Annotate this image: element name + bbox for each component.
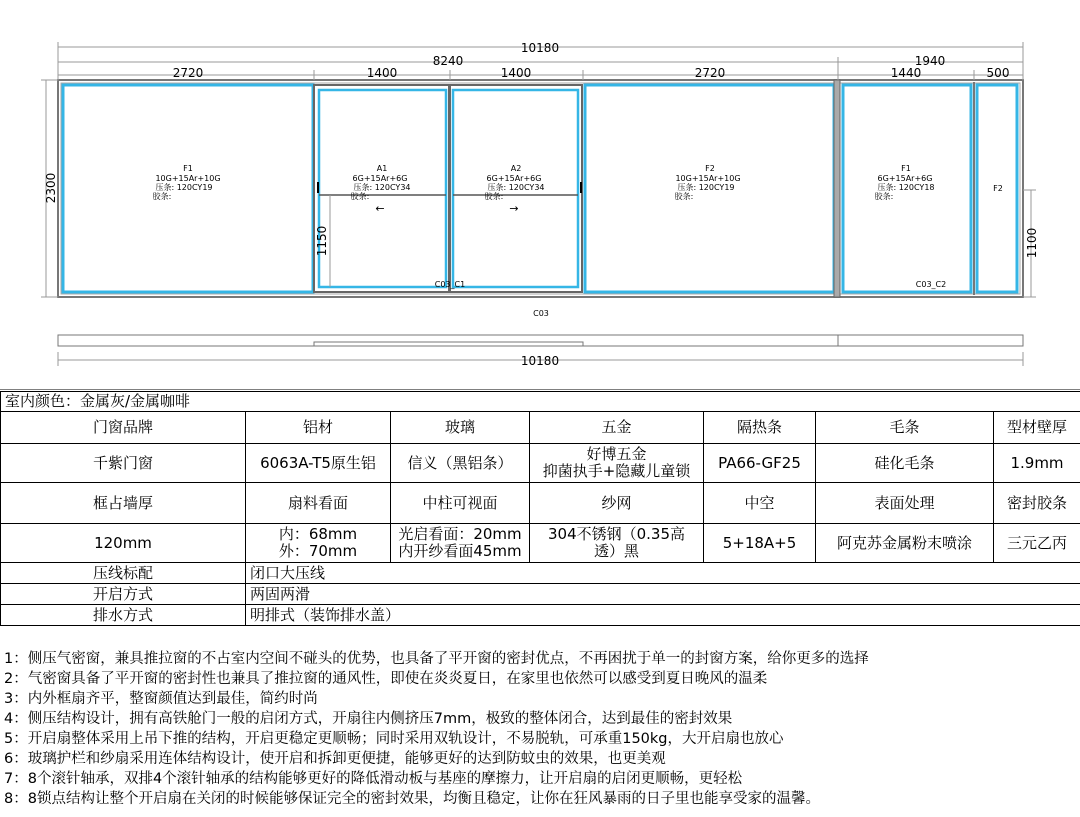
value-wall-thickness: 1.9mm (994, 444, 1080, 483)
pane-a2-arrow: → (509, 202, 519, 215)
pane-f1b-name: F1 (901, 164, 911, 173)
dim-overall-top: 10180 (520, 41, 560, 55)
pane-f1-glass-spec: 10G+15Ar+10G (155, 174, 221, 183)
value-aluminum: 6063A-T5原生铝 (246, 444, 391, 483)
header-row-1 (1, 412, 1080, 444)
dim-height-a: 1150 (315, 225, 329, 257)
header-aluminum: 铝材 (246, 412, 391, 444)
value-hollow: 5+18A+5 (704, 524, 816, 563)
header-glass: 玻璃 (391, 412, 530, 444)
pane-f1-gasket: 胶条: (152, 192, 172, 201)
pane-f1b-gasket: 胶条: (874, 192, 894, 201)
note-item: 3：内外框扇齐平，整窗颜值达到最佳，简约时尚 (4, 691, 318, 707)
value-drainage: 明排式（装饰排水盖） (246, 605, 1080, 626)
value-hardware-line1: 好博五金 (586, 445, 647, 463)
pane-f2-bead: 压条: 120CY19 (677, 183, 735, 192)
dim-seg-3: 1400 (500, 66, 532, 80)
plan-view-sliding (314, 342, 583, 346)
dim-seg-6: 500 (986, 66, 1010, 80)
note-item: 8：8锁点结构让整个开启扇在关闭的时候能够保证完全的密封效果，均衡且稳定，让你在狂风暴雨的日子里也能享受家的温馨。 (4, 791, 820, 807)
pane-f2-name: F2 (705, 164, 715, 173)
header-surface: 表面处理 (816, 483, 994, 524)
value-brush-strip: 硅化毛条 (816, 444, 994, 483)
header-wall-thickness: 型材壁厚 (994, 412, 1080, 444)
header-frame-depth: 框占墙厚 (1, 483, 246, 524)
mullion-main (834, 80, 840, 297)
note-item: 7：8个滚针轴承，双排4个滚针轴承的结构能够更好的降低滑动板与基座的摩擦力，让开启扇的启闭更顺畅，更轻松 (4, 771, 743, 787)
extra-row-3 (1, 605, 1080, 626)
dim-overall-bottom: 10180 (520, 354, 560, 368)
pane-a1-bead: 压条: 120CY34 (353, 183, 411, 192)
value-hardware (530, 444, 704, 483)
value-brand: 千紫门窗 (1, 444, 246, 483)
dim-group-left: 8240 (432, 54, 464, 68)
note-item: 4：侧压结构设计，拥有高铁舱门一般的启闭方式，开扇往内侧挤压7mm，极致的整体闭合，达到最佳的密封效果 (4, 711, 733, 727)
note-item: 2：气密窗具备了平开窗的密封性也兼具了推拉窗的通风性，即使在炎炎夏日，在家里也依然可以感受到夏日晚风的温柔 (4, 671, 768, 687)
feature-notes (0, 649, 1080, 809)
header-seal: 密封胶条 (994, 483, 1080, 524)
value-seal: 三元乙丙 (994, 524, 1080, 563)
indoor-color: 室内颜色：金属灰/金属咖啡 (1, 392, 1080, 412)
extra-row-2 (1, 584, 1080, 605)
note-item: 1：侧压气密窗，兼具推拉窗的不占室内空间不碰头的优势，也具备了平开窗的密封优点，不再困扰于单一的封窗方案，给你更多的选择 (4, 651, 869, 667)
dim-seg-5: 1440 (890, 66, 922, 80)
header-mullion-face: 中柱可视面 (391, 483, 530, 524)
pane-a1-arrow: ← (375, 202, 385, 215)
pane-a1-glass-spec: 6G+15Ar+6G (352, 174, 408, 183)
pane-f1b-glass-spec: 6G+15Ar+6G (877, 174, 933, 183)
value-frame-depth: 120mm (1, 524, 246, 563)
plan-view-bar (58, 335, 1023, 346)
value-sash-face-outer: 外：70mm (278, 542, 358, 560)
label-drainage: 排水方式 (1, 605, 246, 626)
pane-f1-bead: 压条: 120CY19 (155, 183, 213, 192)
value-row-2 (1, 524, 1080, 563)
spec-table (0, 391, 1080, 626)
pane-a1-name: A1 (376, 164, 388, 173)
dim-height-right: 1100 (1025, 227, 1039, 259)
code-main: C03 (533, 309, 549, 318)
pane-f1b-bead: 压条: 120CY18 (877, 183, 935, 192)
label-opening: 开启方式 (1, 584, 246, 605)
header-thermal-strip: 隔热条 (704, 412, 816, 444)
dim-group-right: 1940 (914, 54, 946, 68)
pane-f2-gasket: 胶条: (674, 192, 694, 201)
value-row-1 (1, 444, 1080, 483)
pane-f1-name: F1 (183, 164, 193, 173)
value-surface: 阿克苏金属粉末喷涂 (816, 524, 994, 563)
header-hollow: 中空 (704, 483, 816, 524)
pane-a1-gasket: 胶条: (350, 192, 370, 201)
header-sash-face: 扇料看面 (246, 483, 391, 524)
dim-seg-1: 2720 (172, 66, 204, 80)
value-bead: 闭口大压线 (246, 563, 1080, 584)
header-row-2 (1, 483, 1080, 524)
label-bead: 压线标配 (1, 563, 246, 584)
dim-seg-2: 1400 (366, 66, 398, 80)
value-sash-face (246, 524, 391, 563)
code-c1: C03_C1 (434, 280, 466, 289)
extra-row-1 (1, 563, 1080, 584)
value-screen (530, 524, 704, 563)
header-brand: 门窗品牌 (1, 412, 246, 444)
pane-a2-bead: 压条: 120CY34 (487, 183, 545, 192)
header-brush-strip: 毛条 (816, 412, 994, 444)
value-hardware-line2: 抑菌执手+隐藏儿童锁 (542, 462, 691, 480)
header-screen: 纱网 (530, 483, 704, 524)
value-glass: 信义（黑铝条） (391, 444, 530, 483)
value-mullion-face (391, 524, 530, 563)
note-item: 5：开启扇整体采用上吊下推的结构，开启更稳定更顺畅；同时采用双轨设计，不易脱轨，可承重150kg，大开启扇也放心 (4, 731, 784, 747)
pane-a2-glass-spec: 6G+15Ar+6G (486, 174, 542, 183)
code-c2: C03_C2 (915, 280, 947, 289)
value-opening: 两固两滑 (246, 584, 1080, 605)
dim-height-left: 2300 (44, 172, 58, 204)
pane-a2-name: A2 (510, 164, 522, 173)
value-mullion-face-line2: 内开纱看面45mm (398, 542, 522, 560)
pane-f2-glass-spec: 10G+15Ar+10G (675, 174, 741, 183)
window-elevation-drawing (0, 0, 1080, 390)
pane-a2-gasket: 胶条: (484, 192, 504, 201)
value-thermal-strip: PA66-GF25 (704, 444, 816, 483)
value-screen-line2: 透）黑 (593, 542, 639, 560)
value-sash-face-inner: 内：68mm (278, 525, 358, 543)
value-mullion-face-line1: 光启看面：20mm (398, 525, 522, 543)
header-hardware: 五金 (530, 412, 704, 444)
pane-f2b-name: F2 (993, 184, 1003, 193)
note-item: 6：玻璃护栏和纱扇采用连体结构设计，使开启和拆卸更便捷，能够更好的达到防蚊虫的效果，也更美观 (4, 751, 666, 767)
dim-seg-4: 2720 (694, 66, 726, 80)
value-screen-line1: 304不锈钢（0.35高 (547, 525, 686, 543)
